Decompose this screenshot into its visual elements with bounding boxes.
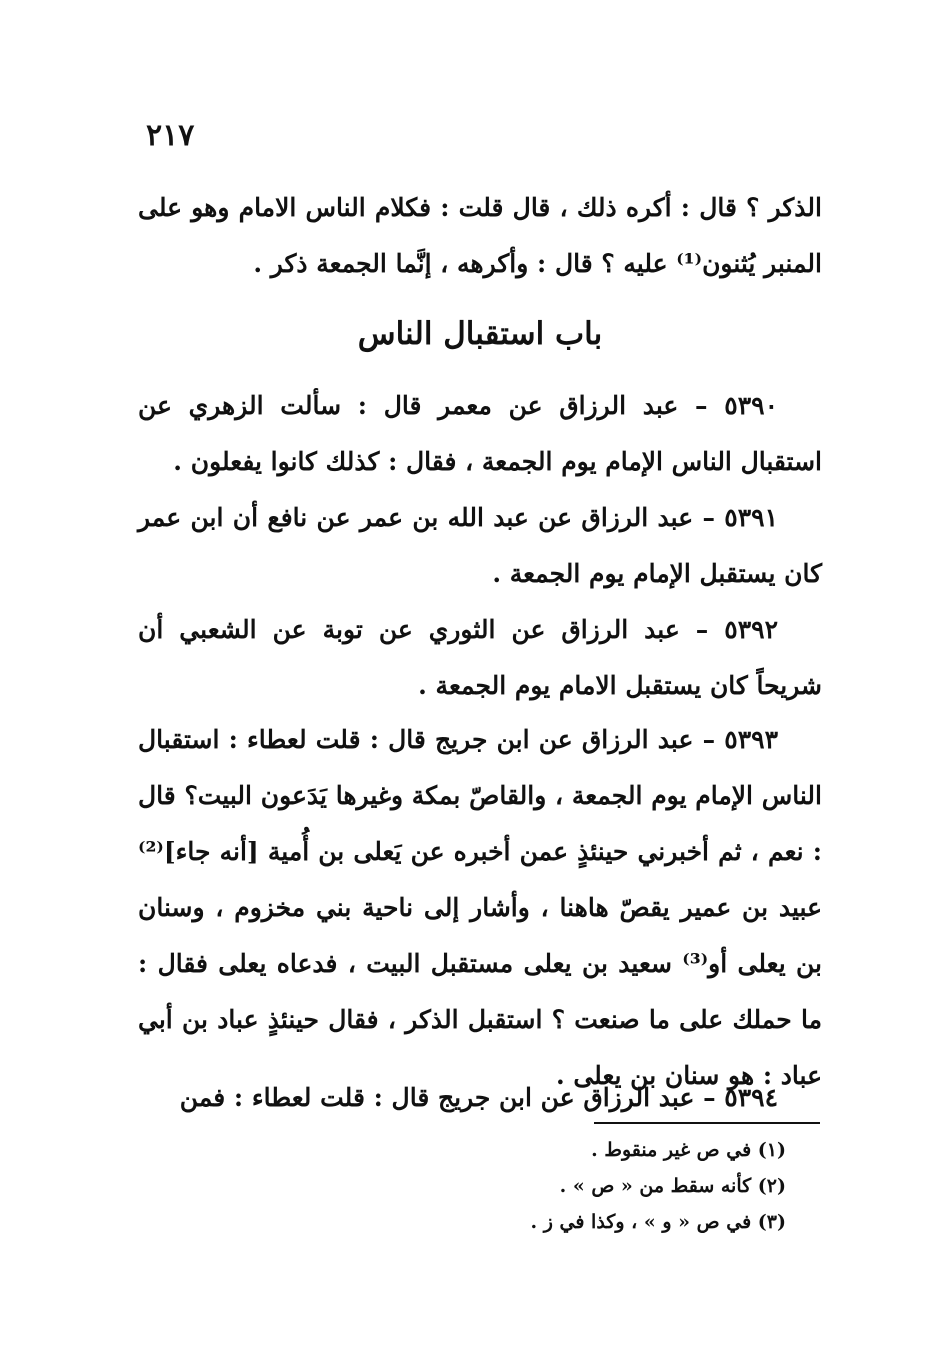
hadith-5391: ٥٣٩١ – عبد الرزاق عن عبد الله بن عمر عن نافع أن ابن عمر كان يستقبل الإمام يوم الجمعة . <box>138 503 822 588</box>
footnotes <box>400 1132 786 1240</box>
intro-paragraph: الذكر ؟ قال : أكره ذلك ، قال قلت : فكلام الناس الامام وهو على المنبر يُثنون⁽¹⁾ عليه ؟ قال : وأكرهه ، إنَّما الجمعة ذكر . <box>138 193 822 278</box>
footnote-divider <box>594 1122 820 1124</box>
page-number: ٢١٧ <box>146 118 195 153</box>
hadith-5393: ٥٣٩٣ – عبد الرزاق عن ابن جريج قال : قلت لعطاء : استقبال الناس الإمام يوم الجمعة ، والقاصّ بمكة وغيرها يَدَعون البيت؟ قال : نعم ، ثم أخبرني حينئذٍ عمن أخبره عن يَعلى بن أُمية [أنه جاء]⁽²⁾ عبيد بن عمير يقصّ هاهنا ، وأشار إلى ناحية بني مخزوم ، وسنان بن يعلى أو⁽³⁾ سعيد بن يعلى مستقبل البيت ، فدعاه يعلى فقال : ما حملك على ما صنعت ؟ استقبل الذكر ، فقال حينئذٍ عباد بن أبي عباد : هو سنان بن يعلى . <box>138 725 822 1090</box>
chapter-title: باب استقبال الناس <box>357 316 603 352</box>
footnote-1: (١) في ص غير منقوط . <box>591 1139 786 1161</box>
footnote-2: (٢) كأنه سقط من « ص » . <box>559 1175 786 1197</box>
footnote-3: (٣) في ص « و » ، وكذا في ز . <box>530 1211 786 1233</box>
hadith-5390: ٥٣٩٠ – عبد الرزاق عن معمر قال : سألت الزهري عن استقبال الناس الإمام يوم الجمعة ، فقال : كذلك كانوا يفعلون . <box>138 391 822 476</box>
hadith-5392: ٥٣٩٢ – عبد الرزاق عن الثوري عن توبة عن الشعبي أن شريحاً كان يستقبل الامام يوم الجمعة . <box>138 615 822 700</box>
hadith-5394: ٥٣٩٤ – عبد الرزاق عن ابن جريج قال : قلت لعطاء : فمن <box>179 1083 778 1112</box>
